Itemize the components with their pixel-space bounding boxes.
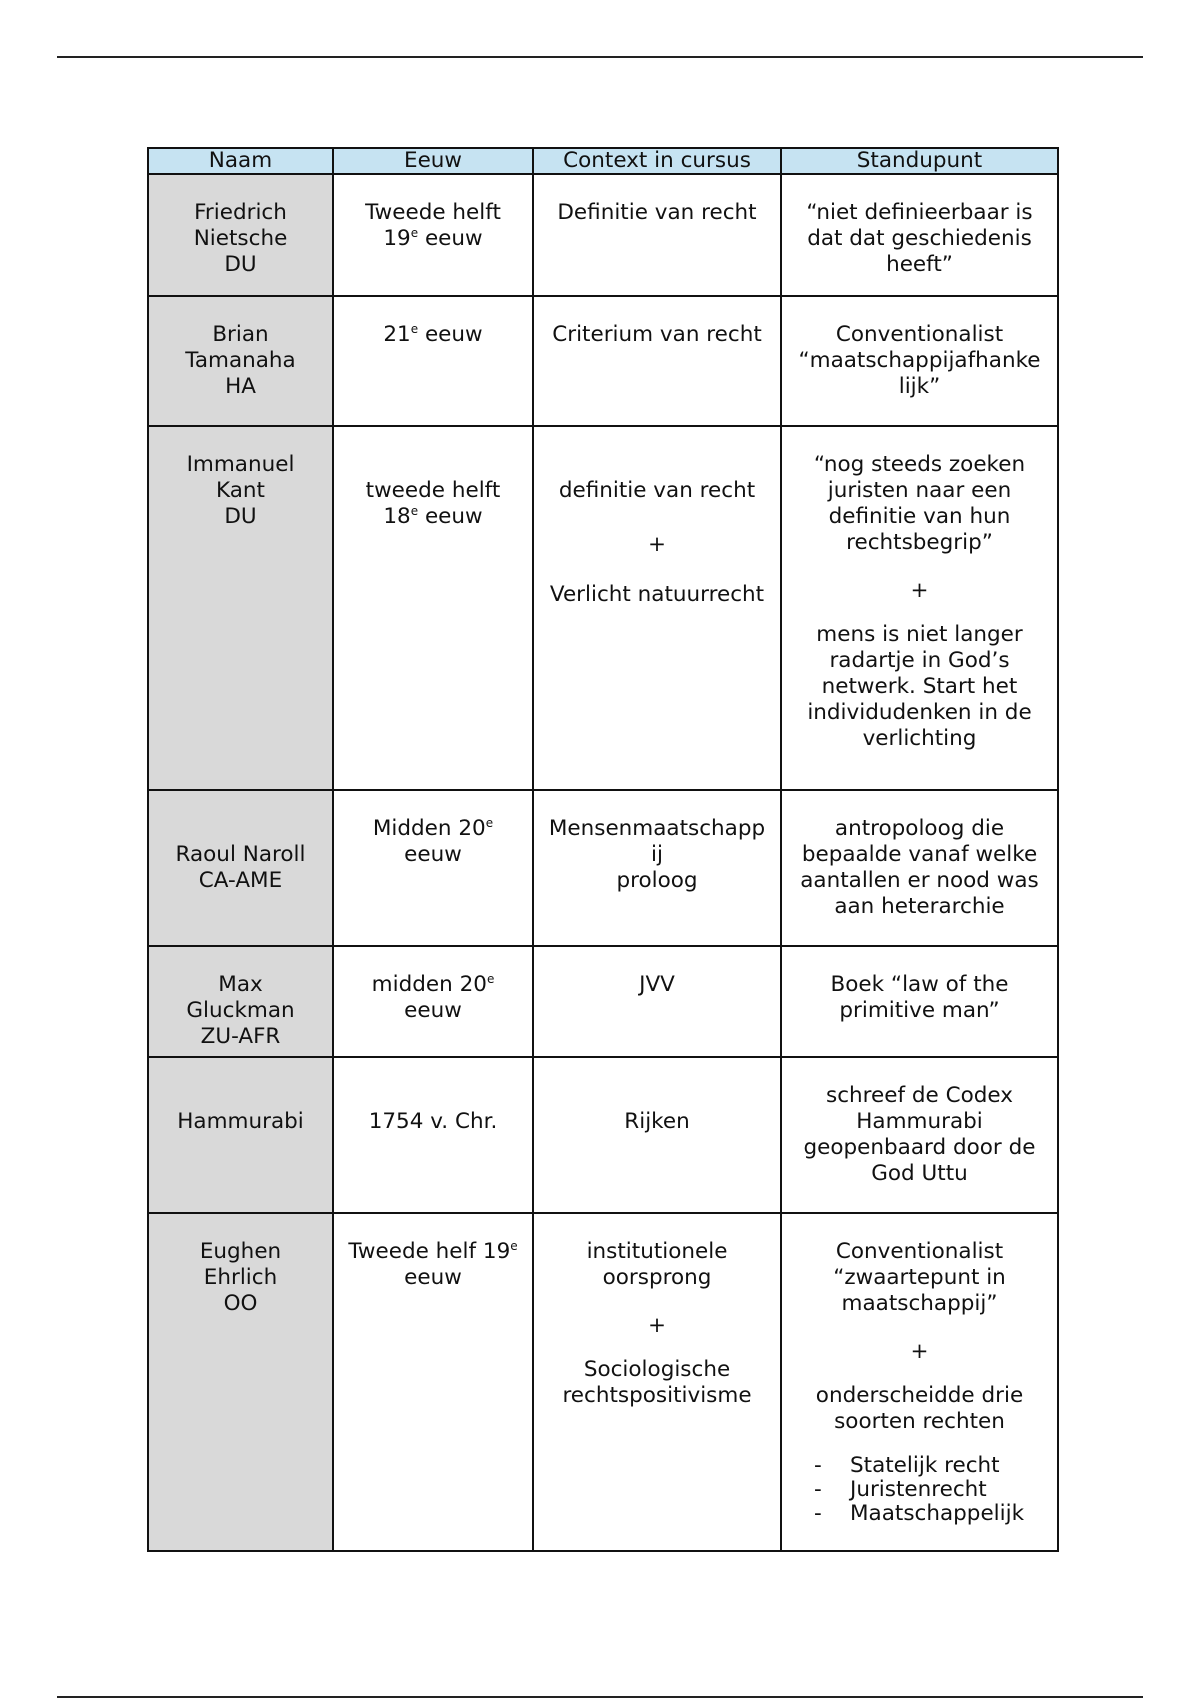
cell-standpunt: Boek “law of the primitive man” — [781, 946, 1058, 1057]
column-header-context: Context in cursus — [533, 148, 781, 174]
footer-rule — [57, 1696, 1143, 1698]
cell-context: Rijken — [533, 1057, 781, 1213]
table-row — [148, 426, 1058, 790]
cell-standpunt: Conventionalist “zwaartepunt in maatschappij” + onderscheidde drie soorten rechten - Statelijk recht - Juristenrecht - Maatschappelijk — [781, 1213, 1058, 1551]
jurists-table — [147, 147, 1059, 1552]
list-item: - Maatschappelijk — [814, 1501, 1053, 1527]
column-header-standpunt: Standupunt — [781, 148, 1058, 174]
cell-context: institutionele oorsprong + Sociologische rechtspositivisme — [533, 1213, 781, 1551]
cell-naam: Raoul Naroll CA-AME — [148, 790, 333, 946]
cell-standpunt: antropoloog die bepaalde vanaf welke aantallen er nood was aan heterarchie — [781, 790, 1058, 946]
table-row — [148, 946, 1058, 1057]
cell-standpunt: “nog steeds zoeken juristen naar een definitie van hun rechtsbegrip” + mens is niet langer radartje in God’s netwerk. Start het individudenken in de verlichting — [781, 426, 1058, 790]
table-row — [148, 1057, 1058, 1213]
cell-naam: Immanuel Kant DU — [148, 426, 333, 790]
cell-eeuw: 1754 v. Chr. — [333, 1057, 533, 1213]
cell-standpunt: Conventionalist “maatschappijafhanke lijk” — [781, 296, 1058, 426]
header-rule — [57, 56, 1143, 58]
cell-eeuw: Tweede helft 19e eeuw — [333, 174, 533, 296]
cell-context: Criterium van recht — [533, 296, 781, 426]
cell-naam: Brian Tamanaha HA — [148, 296, 333, 426]
list-item: - Statelijk recht — [814, 1453, 1053, 1479]
cell-context: Definitie van recht — [533, 174, 781, 296]
cell-eeuw: tweede helft 18e eeuw — [333, 426, 533, 790]
table-row — [148, 296, 1058, 426]
list-item: - Juristenrecht — [814, 1477, 1053, 1503]
cell-context: definitie van recht + Verlicht natuurrecht — [533, 426, 781, 790]
column-header-eeuw: Eeuw — [333, 148, 533, 174]
cell-eeuw: 21e eeuw — [333, 296, 533, 426]
cell-eeuw: Midden 20e eeuw — [333, 790, 533, 946]
column-header-naam: Naam — [148, 148, 333, 174]
table-row — [148, 1213, 1058, 1551]
cell-naam: Eughen Ehrlich OO — [148, 1213, 333, 1551]
table-row — [148, 174, 1058, 296]
soorten-list — [786, 1453, 1053, 1527]
cell-standpunt: schreef de Codex Hammurabi geopenbaard door de God Uttu — [781, 1057, 1058, 1213]
cell-eeuw: Tweede helf 19e eeuw — [333, 1213, 533, 1551]
cell-naam: Max Gluckman ZU-AFR — [148, 946, 333, 1057]
table-header-row — [148, 148, 1058, 174]
table-row — [148, 790, 1058, 946]
cell-eeuw: midden 20e eeuw — [333, 946, 533, 1057]
cell-context: Mensenmaatschapp ij proloog — [533, 790, 781, 946]
cell-standpunt: “niet definieerbaar is dat dat geschiedenis heeft” — [781, 174, 1058, 296]
cell-context: JVV — [533, 946, 781, 1057]
cell-naam: Hammurabi — [148, 1057, 333, 1213]
cell-naam: Friedrich Nietsche DU — [148, 174, 333, 296]
